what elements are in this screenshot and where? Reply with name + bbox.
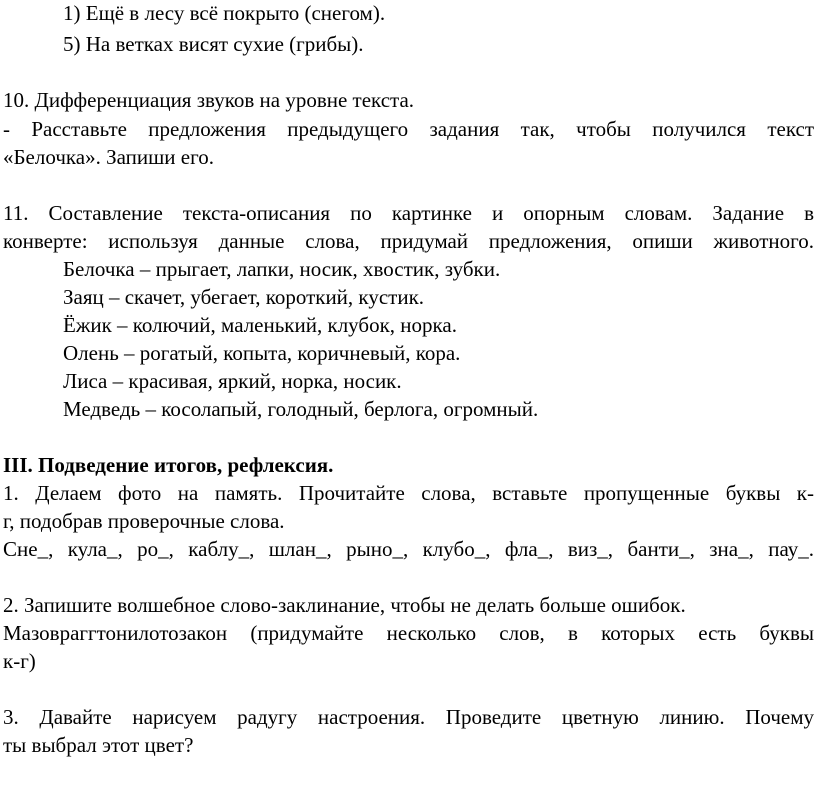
top-item-1: 1) Ещё в лесу всё покрыто (снегом). — [63, 1, 386, 25]
task-2-line-1: 2. Запишите волшебное слово-заклинание, чтобы не делать больше ошибок. — [3, 593, 686, 617]
task-1-line-2: г, подобрав проверочные слова. — [3, 509, 285, 533]
task-3-line-2: ты выбрал этот цвет? — [3, 733, 194, 757]
animal-item-5: Лиса – красивая, яркий, норка, носик. — [63, 369, 402, 393]
task-1-line-1: 1. Делаем фото на память. Прочитайте слова, вставьте пропущенные буквы к- — [3, 481, 814, 505]
section-10-line-2: «Белочка». Запиши его. — [3, 145, 214, 169]
section-11-line-2: конверте: используя данные слова, придумай предложения, опиши животного. — [3, 229, 814, 253]
section-10-line-1: - Расставьте предложения предыдущего задания так, чтобы получился текст — [3, 117, 814, 141]
animal-item-4: Олень – рогатый, копыта, коричневый, кора. — [63, 341, 461, 365]
task-1-words: Сне_, кула_, ро_, каблу_, шлан_, рыно_, клубо_, фла_, виз_, банти_, зна_, пау_. — [3, 537, 814, 561]
task-2-line-2: Мазовраггтонилотозакон (придумайте несколько слов, в которых есть буквы — [3, 621, 814, 645]
section-10-title: 10. Дифференциация звуков на уровне текста. — [3, 88, 415, 112]
task-3-line-1: 3. Давайте нарисуем радугу настроения. Проведите цветную линию. Почему — [3, 705, 814, 729]
animal-item-1: Белочка – прыгает, лапки, носик, хвостик, зубки. — [63, 257, 501, 281]
animal-item-3: Ёжик – колючий, маленький, клубок, норка. — [63, 313, 457, 337]
section-3-heading: III. Подведение итогов, рефлексия. — [3, 453, 334, 477]
animal-item-6: Медведь – косолапый, голодный, берлога, огромный. — [63, 397, 539, 421]
section-11-line-1: 11. Составление текста-описания по картинке и опорным словам. Задание в — [3, 201, 814, 225]
top-item-2: 5) На ветках висят сухие (грибы). — [63, 32, 364, 56]
animal-item-2: Заяц – скачет, убегает, короткий, кустик. — [63, 285, 425, 309]
task-2-line-3: к-г) — [3, 649, 36, 673]
